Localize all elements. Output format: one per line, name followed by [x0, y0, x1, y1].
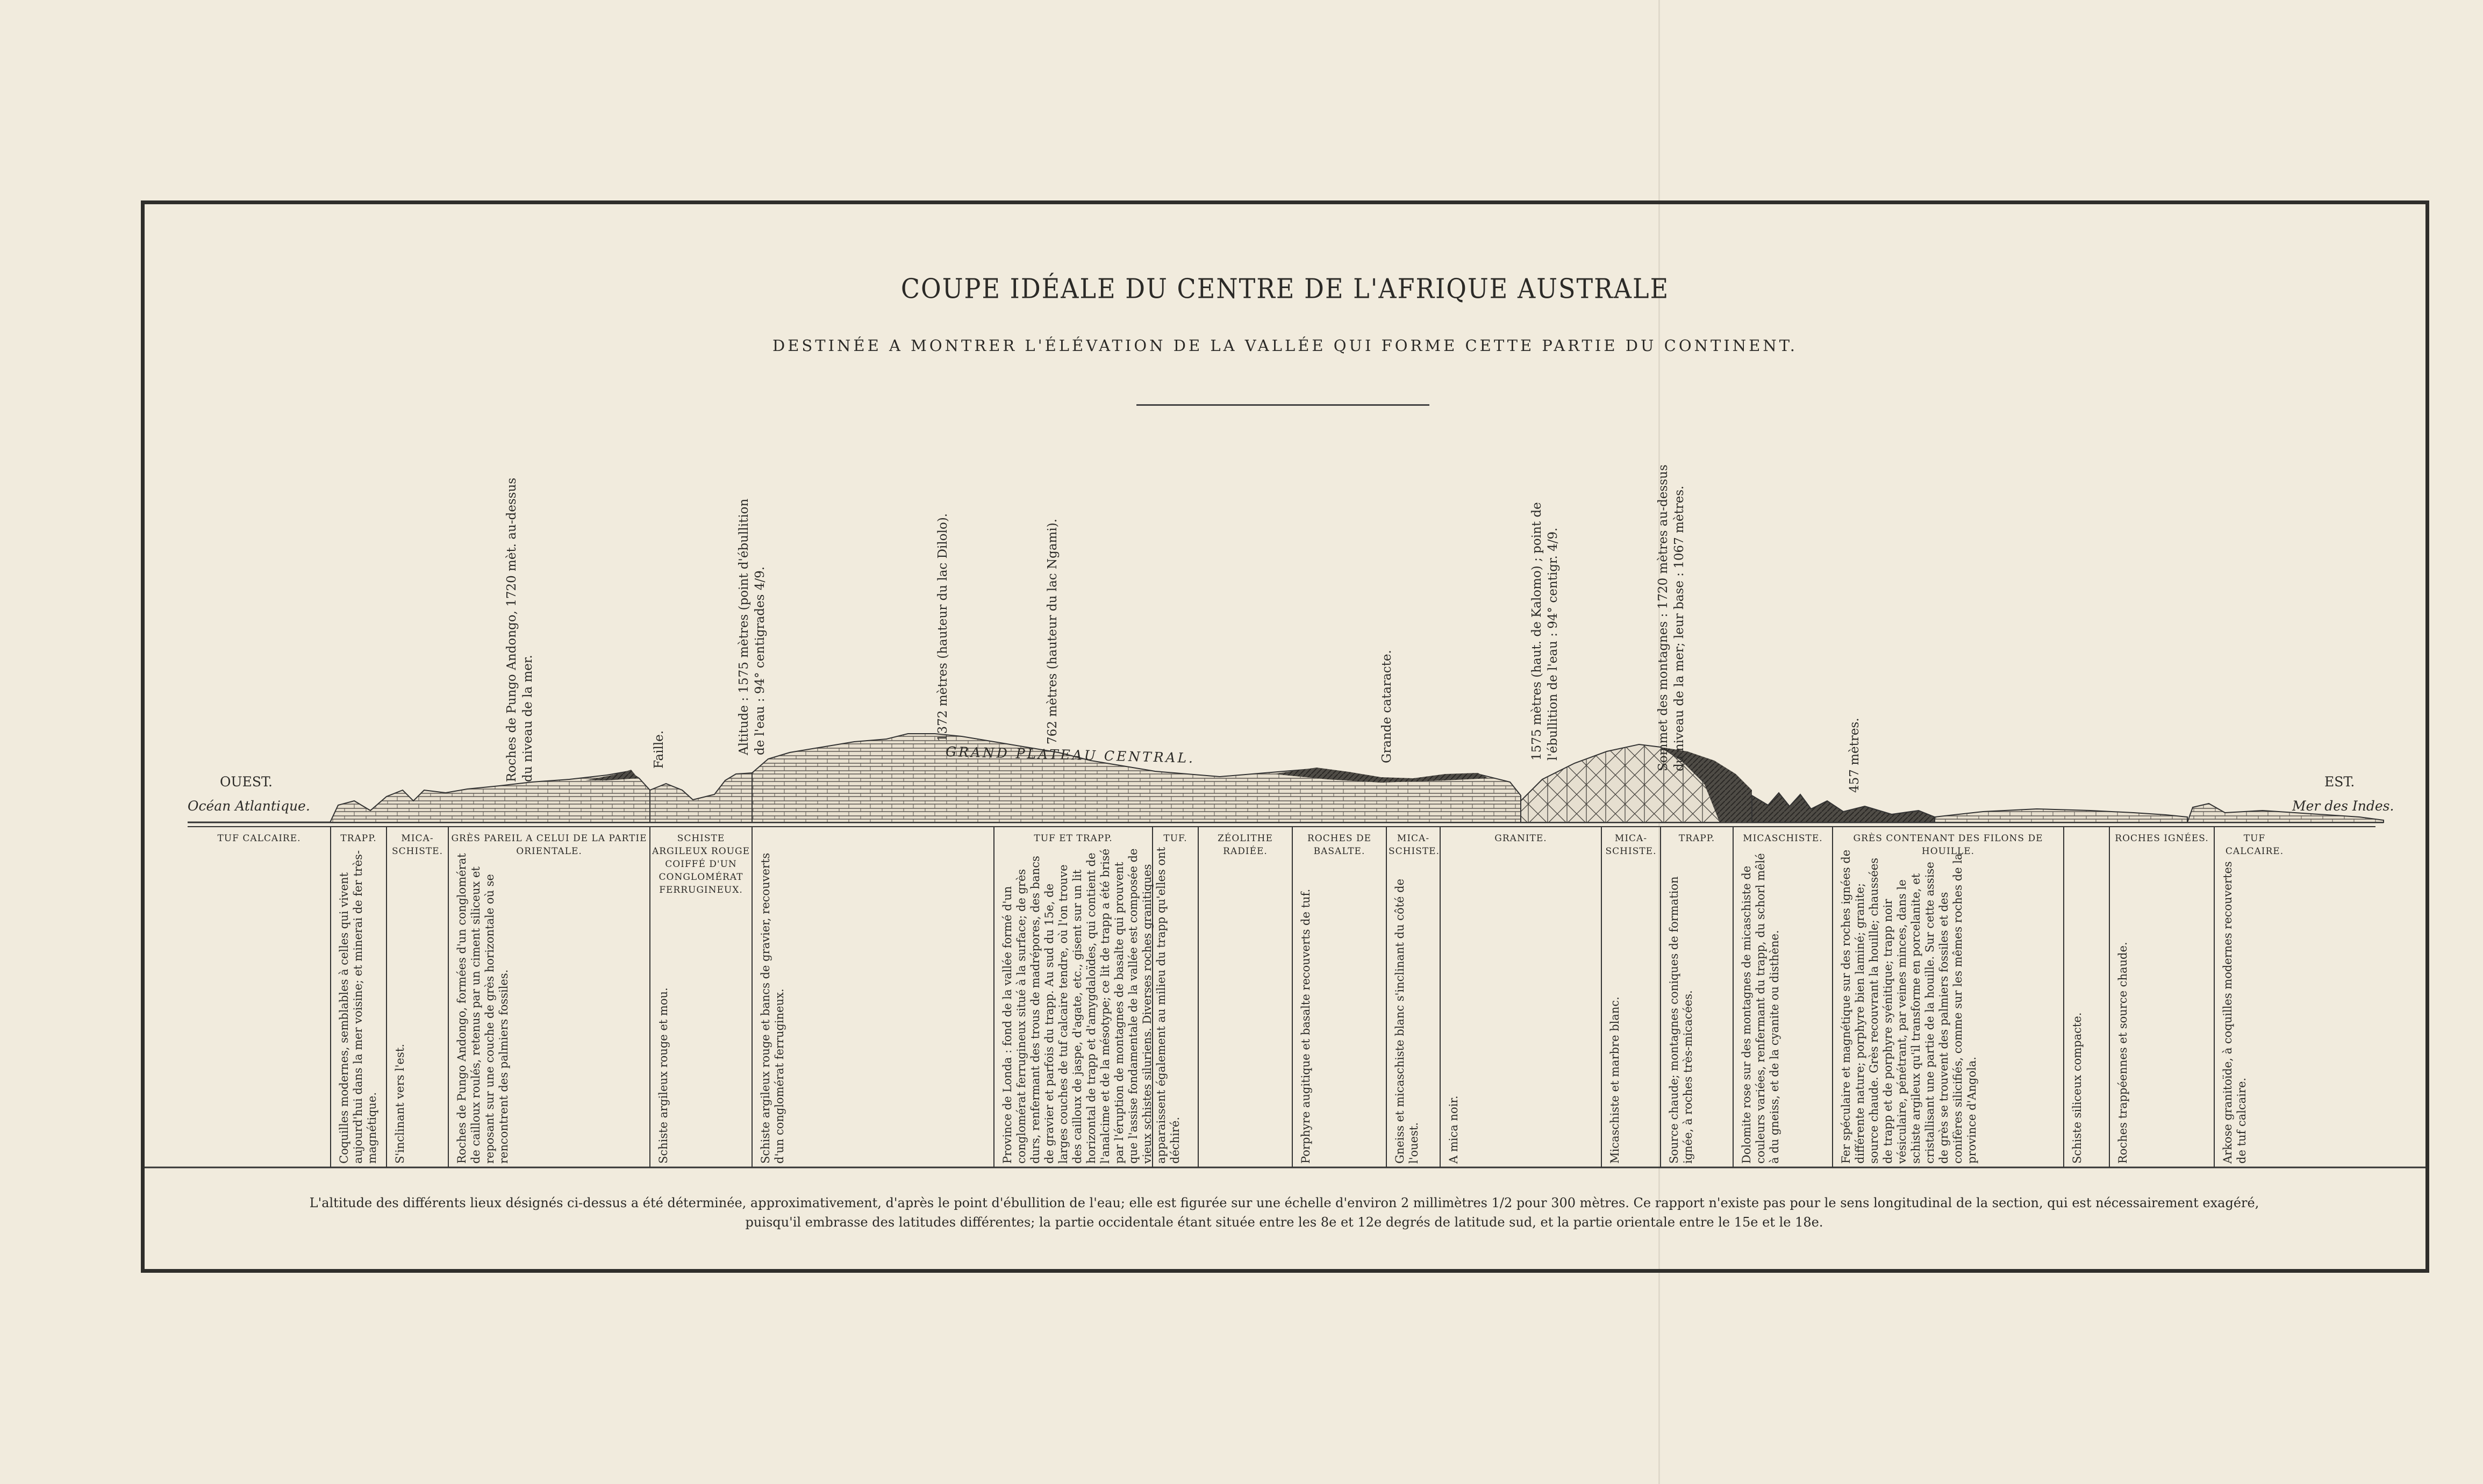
east-coal-sandstone [1935, 809, 2187, 822]
rock-name: MICASCHISTE. [1743, 833, 1823, 844]
footnote-line-1: L'altitude des différents lieux désignés ci-dessus a été déterminée, approximativement, d'après le point d'ébullition de l'eau; elle est figurée sur une échelle d'environ 2 millimètres 1/2 pour 300 mètres. Ce rapport n'existe pas pour le sens longitudinal de la section, qui est nécessairement exagéré, [309, 1195, 2259, 1210]
plate-title: COUPE IDÉALE DU CENTRE DE L'AFRIQUE AUSTRALE [900, 273, 1670, 305]
central-plateau [752, 734, 1521, 822]
rock-name: ROCHES DE BASALTE. [1307, 833, 1372, 857]
plate-subtitle: DESTINÉE A MONTRER L'ÉLÉVATION DE LA VALLÉE QUI FORME CETTE PARTIE DU CONTINENT. [772, 336, 1798, 355]
rock-name: TRAPP. [1678, 833, 1715, 844]
rock-name: GRANITE. [1494, 833, 1547, 844]
east-label: EST. [2324, 774, 2355, 790]
plate-frame: COUPE IDÉALE DU CENTRE DE L'AFRIQUE AUSTRALE DESTINÉE A MONTRER L'ÉLÉVATION DE LA VALLÉE QUI FORME CETTE PARTIE DU CONTINENT. OUEST. Océan Atlantique. EST. Mer des Indes. GRAND PLATEAU CENTRAL. Roches de Pungo Andongo, 1720 mèt. au-dessus du niveau de la mer. Faille. Altitude : 1575 mètres (point d'ébullition de l'eau : 94° centigrades 4/9. 1372 mètres (hauteur du lac Dilolo). 762 mètres (hauteur du lac Ngami). Grande cataracte. 1575 mètres (haut. de Kalomo) ; point de l'ébullition de l'eau : 94° centigr. 4/9. Sommet des montagnes : 1720 mètres au-dessus du niveau de la mer; leur base : 1067 mètres. 457 mètres. TUF CALCAIRE. TRAPP. Coquilles modernes, semblables à celles qui vivent aujourd'hui dans la mer voisine; et minerai de fer très-magnétique. MICA-SCHISTE. S'inclinant vers l'est. GRÈS PAREIL A CELUI DE LA PARTIE ORIENTALE. Roches de Pungo Andongo, formées d'un conglomérat de cailloux roulés, retenus par un ciment siliceux et reposant sur une couche de grès horizontale où se rencontrent des palmiers fossiles. SCHISTE ARGILEUX ROUGE COIFFÉ D'UN CONGLOMÉRAT FERRUGINEUX. Schiste argileux rouge et mou. Schiste argileux rouge et bancs de gravier, recouverts d'un conglomérat ferrugineux. TUF ET TRAPP. Province de Londa : fond de la vallée formé d'un conglomérat ferrugineux situé à la surface; de grès durs, renfermant des trous de madrépores, des bancs de gravier et parfois du trapp. Au sud du 15e, de larges couches de tuf calcaire tendre, où l'on trouve des cailloux de jaspe, d'agate, etc., gisent sur un lit horizontal de trapp et d'amygdaloïdes, qui contient de l'analcime et de la mésotype; ce lit de trapp a été brisé par l'éruption de montagnes de basalte qui prouvent que l'assise fondamentale de la vallée est composée de vieux schistes siluriens. Diverses roches granitiques apparaissent également au milieu du trapp qu'elles ont déchiré. TUF. ZÉOLITHE RADIÉE. ROCHES DE BASALTE. Porphyre augitique et basalte recouverts de tuf. MICA-SCHISTE. Gneiss et micaschiste blanc s'inclinant du côté de l'ouest. GRANITE. A mica noir. MICA-SCHISTE. Micaschiste et marbre blanc. TRAPP. Source chaude; montagnes coniques de formation ignée, à roches très-micacées. MICASCHISTE. Dolomite rose sur des montagnes de micaschiste de couleurs variées, renfermant du trapp, du schorl mêlé à du gneiss, et de la cyanite ou disthène. GRÈS CONTENANT DES FILONS DE HOUILLE. Fer spéculaire et magnétique sur des roches ignées de différente nature; porphyre bien laminé; granite; source chaude. Grès recouvrant la houille; chaussées de trapp et de porphyre syénitique; trapp noir vésiculaire, pénétrant, par veines minces, dans le schiste argileux qu'il transforme en porcelanite, et cristallisant une partie de la houille. Sur cette assise de grès se trouvent des palmiers fossiles et des conifères silicifiés, comme sur les mêmes roches de la province d'Angola. Schiste siliceux compacte. ROCHES IGNÉES. Roches trappéennes et source chaude. TUF CALCAIRE. Arkose granitoïde, à coquilles modernes recouvertes de tuf calcaire. L'altitude des différents lieux désignés ci-dessus a été déterminée, approximativement, d'après le point d'ébullition de l'eau; elle est figurée sur une échelle d'environ 2 millimètres 1/2 pour 300 mètres. Ce rapport n'existe pas pour le sens longitudinal de la section, qui est nécessairement exagéré, puisqu'il embrasse des latitudes différentes; la partie occidentale étant située entre les 8e et 12e degrés de latitude sud, et la partie orientale entre le 15e et le 18e. [141, 200, 2429, 1273]
rock-name: MICA-SCHISTE. [1389, 833, 1440, 857]
plateau-label: GRAND PLATEAU CENTRAL. [945, 743, 1196, 766]
west-label: OUEST. [220, 774, 273, 790]
rock-name: TUF. [1163, 833, 1187, 844]
footnote [209, 1193, 2359, 1232]
rock-name: GRÈS PAREIL A CELUI DE LA PARTIE ORIENTALE. [451, 833, 647, 857]
rock-name: TUF CALCAIRE. [2225, 833, 2284, 857]
fault-step [650, 773, 752, 822]
rock-name: TUF CALCAIRE. [217, 833, 301, 844]
rock-name: MICA-SCHISTE. [392, 833, 443, 857]
east-sea-label: Mer des Indes. [2292, 798, 2394, 814]
rock-name: ROCHES IGNÉES. [2115, 833, 2209, 844]
west-sea-label: Océan Atlantique. [188, 798, 310, 814]
rock-name: TUF ET TRAPP. [1034, 833, 1113, 844]
footnote-line-2: puisqu'il embrasse des latitudes différentes; la partie occidentale étant située entre les 8e et 12e degrés de latitude sud, et la partie orientale entre le 15e et le 18e. [745, 1215, 1823, 1230]
rock-name: GRÈS CONTENANT DES FILONS DE HOUILLE. [1853, 833, 2043, 857]
rock-name: TRAPP. [340, 833, 377, 844]
rock-name: MICA-SCHISTE. [1605, 833, 1657, 857]
rock-name: SCHISTE ARGILEUX ROUGE COIFFÉ D'UN CONGLOMÉRAT FERRUGINEUX. [652, 833, 750, 895]
rock-name [754, 832, 992, 864]
rock-name: ZÉOLITHE RADIÉE. [1218, 833, 1273, 857]
east-trapp-cones [1752, 793, 1935, 822]
